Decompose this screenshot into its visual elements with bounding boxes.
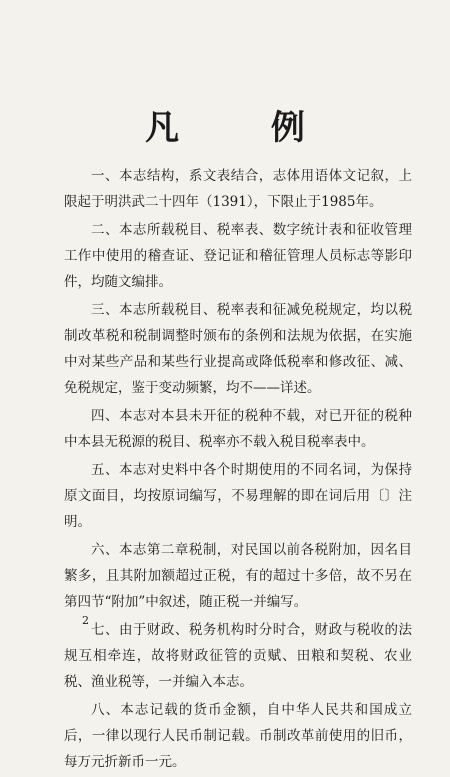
paragraph-6: 六、本志第二章税制，对民国以前各税附加，因名目繁多，且其附加额超过正税，有的超过十多倍，故不另在第四节“附加”中叙述，随正税一并编写。: [64, 542, 412, 610]
body-text: [64, 163, 412, 777]
paragraph-8: 八、本志记载的货币金额，自中华人民共和国成立后，一律以现行人民币制记载。币制改革前使用的旧币，每万元折新币一元。: [64, 702, 412, 770]
paragraph-3: 三、本志所载税目、税率表和征减免税规定，均以税制改革税和税制调整时颁布的条例和法规为依据，在实施中对某些产品和某些行业提高或降低税率和修改征、减、免税规定，鉴于变动频繁，均不——详述。: [64, 302, 412, 396]
paragraph-1: 一、本志结构，系文表结合，志体用语体文记叙，上限起于明洪武二十四年（1391），下限止于1985年。: [64, 168, 412, 210]
paragraph-7: 七、由于财政、税务机构时分时合，财政与税收的法规互相牵连，故将财政征管的贡赋、田粮和契税、农业税、渔业税等，一并编入本志。: [64, 622, 412, 690]
page-title: 凡 例: [145, 108, 345, 148]
paragraph-5: 五、本志对史料中各个时期使用的不同名词，为保持原文面目，均按原词编写，不易理解的即在词后用〔〕注明。: [64, 462, 412, 530]
page-number: 2: [82, 614, 89, 627]
paragraph-4: 四、本志对本县未开征的税种不载，对已开征的税种中本县无税源的税目、税率亦不载入税目税率表中。: [64, 408, 412, 450]
paragraph-2: 二、本志所载税目、税率表、数字统计表和征收管理工作中使用的稽查证、登记证和稽征管理人员标志等影印件，均随文编排。: [64, 222, 412, 290]
